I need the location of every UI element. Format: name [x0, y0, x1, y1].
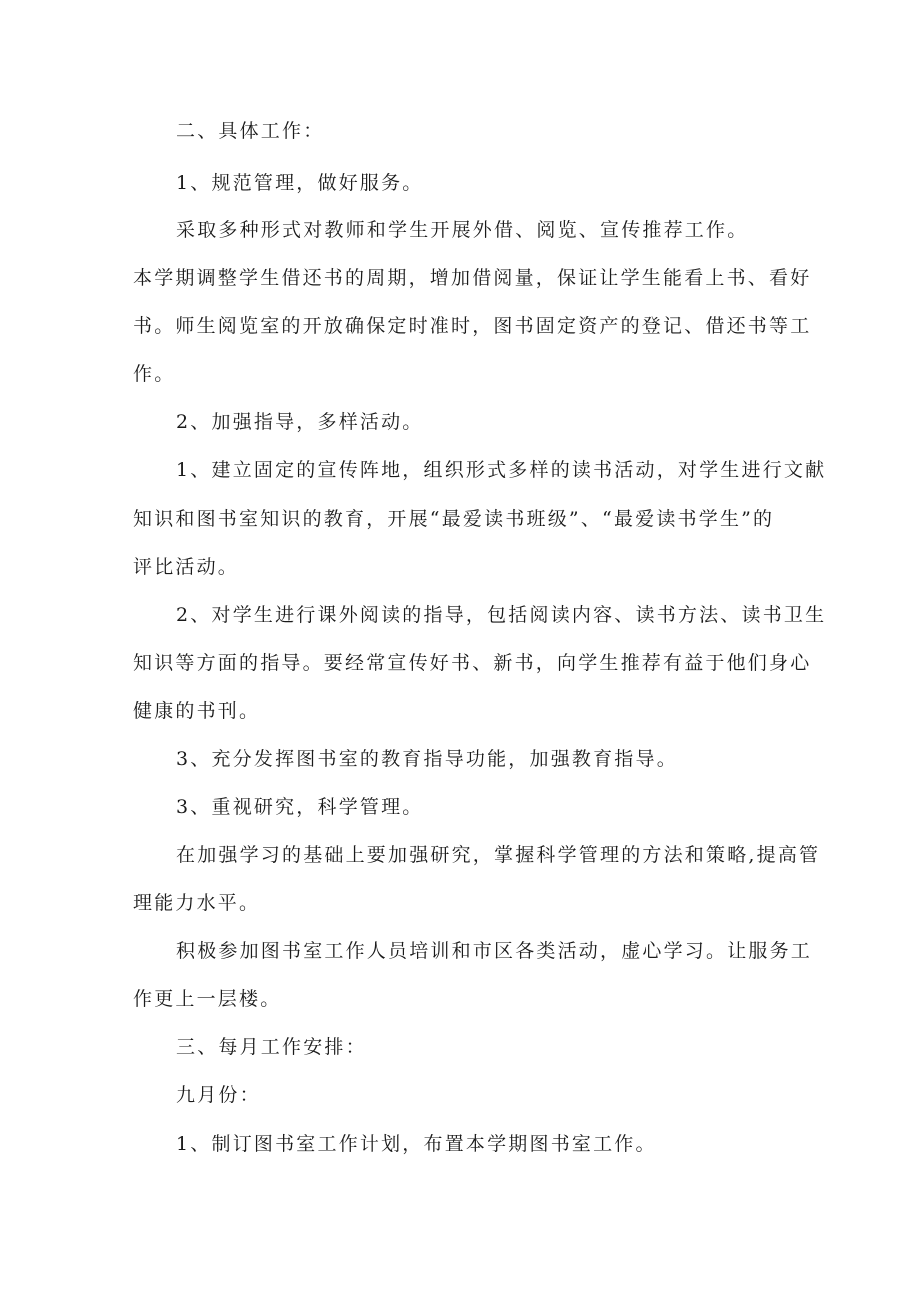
paragraph-line: 知识和图书室知识的教育，开展“最爱读书班级”、“最爱读书学生”的 [133, 508, 775, 530]
paragraph-line: 积极参加图书室工作人员培训和市区各类活动，虚心学习。让服务工 [176, 940, 813, 962]
paragraph-line: 1、制订图书室工作计划，布置本学期图书室工作。 [176, 1133, 657, 1155]
subheading-guidance-activities: 2、加强指导，多样活动。 [176, 411, 424, 433]
paragraph-line: 在加强学习的基础上要加强研究，掌握科学管理的方法和策略,提高管 [176, 844, 821, 866]
paragraph-line: 1、建立固定的宣传阵地，组织形式多样的读书活动，对学生进行文献 [176, 459, 827, 481]
paragraph-line: 3、充分发挥图书室的教育指导功能，加强教育指导。 [176, 748, 678, 770]
paragraph-line: 知识等方面的指导。要经常宣传好书、新书，向学生推荐有益于他们身心 [133, 652, 812, 674]
paragraph-line: 健康的书刊。 [133, 700, 261, 722]
subheading-standard-management: 1、规范管理，做好服务。 [176, 172, 424, 194]
paragraph-line: 书。师生阅览室的开放确保定时准时，图书固定资产的登记、借还书等工 [133, 315, 812, 337]
paragraph-line: 采取多种形式对教师和学生开展外借、阅览、宣传推荐工作。 [176, 219, 749, 241]
subheading-research-management: 3、重视研究，科学管理。 [176, 796, 424, 818]
paragraph-line: 作更上一层楼。 [133, 988, 282, 1010]
paragraph-line: 2、对学生进行课外阅读的指导，包括阅读内容、读书方法、读书卫生 [176, 604, 827, 626]
section-heading-monthly-schedule: 三、每月工作安排： [176, 1036, 367, 1058]
month-label-september: 九月份： [176, 1084, 261, 1106]
paragraph-line: 评比活动。 [133, 556, 240, 578]
paragraph-line: 作。 [133, 363, 176, 385]
paragraph-line: 理能力水平。 [133, 892, 261, 914]
paragraph-line: 本学期调整学生借还书的周期，增加借阅量，保证让学生能看上书、看好 [133, 267, 812, 289]
section-heading-specific-work: 二、具体工作： [176, 120, 325, 142]
